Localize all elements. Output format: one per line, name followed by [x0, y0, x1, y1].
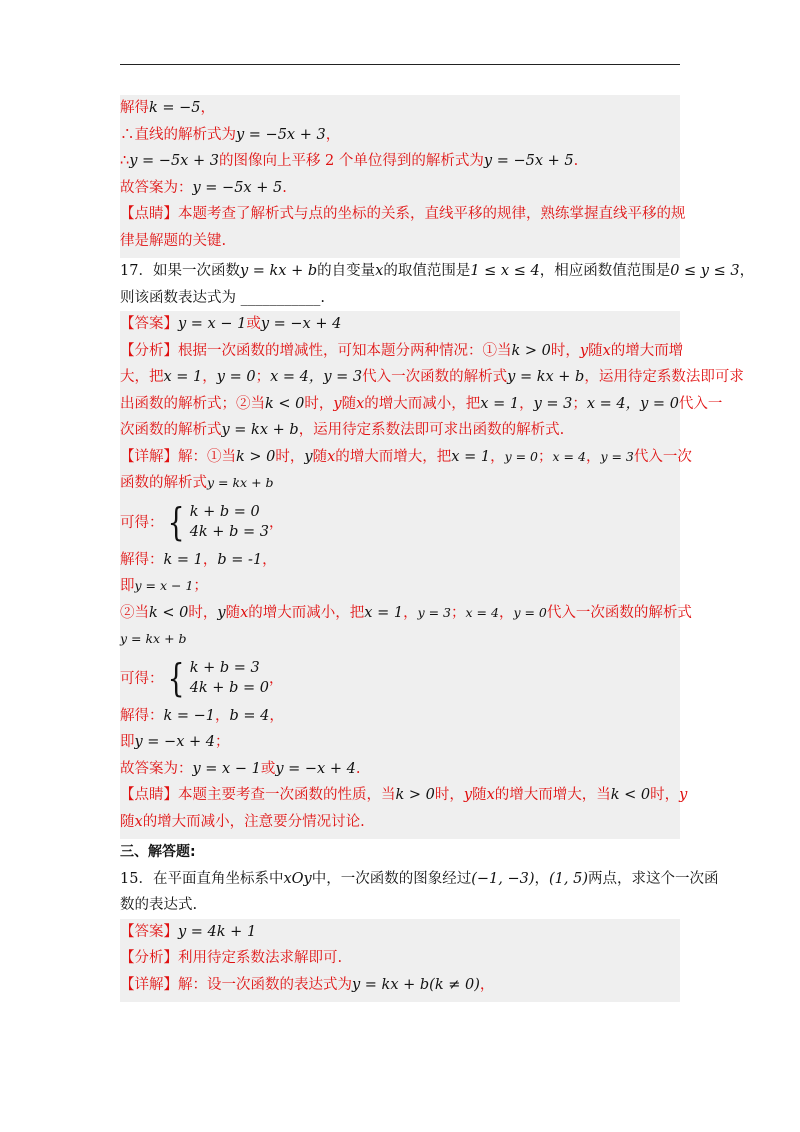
text: 的增大而增 [610, 342, 684, 359]
text: 代入一 [678, 395, 723, 412]
math: 0 ≤ y ≤ 3 [670, 263, 740, 279]
text: 出函数的解析式；②当 [120, 395, 265, 412]
text: ； [451, 604, 466, 621]
analysis-line [120, 338, 684, 365]
text: 的自变量 [317, 263, 376, 279]
math: y = kx + b [120, 631, 187, 646]
text: 时， [304, 395, 334, 412]
math: y = kx + b [207, 475, 274, 490]
text: ， [325, 126, 341, 143]
text: ， [403, 604, 418, 621]
math: y = kx + b [221, 422, 299, 438]
text: 或 [260, 760, 276, 777]
text: ， [215, 707, 230, 724]
detail-line [120, 703, 680, 730]
text: 律是解题的关键. [120, 232, 227, 249]
text: 故答案为： [120, 760, 193, 777]
text: 随 [225, 604, 241, 621]
math: x = 4，y = 0 [586, 395, 679, 412]
tag-label: 【点睛】 [120, 787, 178, 803]
text: 两点，求这个一次函 [588, 870, 719, 887]
math: b = -1 [217, 551, 263, 568]
text: 即 [120, 734, 135, 750]
text: 解：设一次函数的表达式为 [178, 976, 352, 993]
question-15-line [120, 866, 719, 893]
tag-label: 【详解】 [120, 448, 178, 465]
text: . [282, 179, 287, 196]
math: x = 4，y = 3 [270, 369, 363, 385]
math: (−1, −3) [471, 870, 535, 887]
text: ， [262, 551, 277, 568]
text: ， [202, 551, 218, 568]
math: y [217, 604, 226, 621]
text: 的增大而增大，把 [335, 448, 452, 465]
text: 根据一次函数的增减性，可知本题分两种情况：①当 [178, 342, 512, 359]
math: y = kx + b [239, 263, 318, 279]
math: x [602, 342, 611, 359]
math: x [375, 263, 384, 279]
text-line [120, 228, 680, 255]
math: y = 0 [513, 604, 547, 620]
text-line [120, 201, 686, 228]
text: 本题主要考查一次函数的性质，当 [178, 787, 396, 803]
math: y = kx + b(k ≠ 0) [352, 976, 480, 993]
math: x = 1 [364, 604, 404, 621]
header-rule [120, 64, 680, 65]
text: ， [534, 870, 550, 887]
text: 15．在平面直角坐标系中 [120, 870, 284, 887]
equation-system [164, 499, 269, 544]
text: ， [479, 976, 495, 993]
text: ， [200, 100, 216, 116]
text: . [355, 760, 361, 777]
question-17-line [120, 285, 680, 312]
detail-line [120, 626, 680, 653]
text: ， [268, 671, 284, 687]
text: 时， [188, 604, 218, 621]
text: 随 [120, 813, 135, 830]
text: ， [739, 263, 755, 279]
math: k > 0 [511, 342, 551, 359]
text: 大，把 [120, 369, 164, 385]
text-line [120, 95, 680, 122]
text: 可得： [120, 671, 164, 687]
math: y = x − 1 [192, 760, 261, 777]
math: y = −5x + 3 [129, 153, 219, 169]
text: 代入一次 [633, 448, 692, 465]
solution-block-15 [120, 919, 680, 1003]
text: ； [214, 734, 230, 750]
math: k = 1 [163, 551, 203, 568]
text: 的增大而减小，把 [248, 604, 365, 621]
math: k + b = 0 [189, 503, 260, 520]
math: x = 1 [451, 448, 491, 465]
text: 时， [550, 342, 580, 359]
math: y [304, 448, 313, 465]
text: 解得： [120, 551, 164, 568]
equation-system-2 [120, 653, 680, 703]
text: ， [498, 604, 514, 621]
text-line [120, 148, 680, 175]
math: k < 0 [149, 604, 189, 621]
text: ； [193, 578, 208, 594]
remark-line [120, 782, 688, 809]
text: 或 [246, 316, 261, 332]
page-content [120, 95, 755, 1002]
text: ， [202, 369, 217, 385]
math: x [356, 395, 365, 412]
math: y = −5x + 5 [192, 179, 283, 196]
answer-line [120, 311, 680, 338]
math: y [679, 787, 688, 803]
text: 17．如果一次函数 [120, 263, 240, 279]
brace-icon: { [167, 655, 185, 700]
text: ； [538, 448, 553, 465]
text: 故答案为： [120, 179, 193, 196]
math: y = 4k + 1 [178, 923, 257, 940]
text: 随 [312, 448, 328, 465]
text: 的增大而减小，把 [364, 395, 481, 412]
brace-icon: { [167, 499, 185, 544]
text: 时， [275, 448, 305, 465]
question-17-line [120, 258, 755, 285]
answer-line [120, 919, 680, 946]
text: 随 [341, 395, 357, 412]
text: 可得： [120, 515, 164, 531]
text: ，运用待定系数法即可求 [584, 369, 744, 385]
math: 1 ≤ x ≤ 4 [470, 263, 540, 279]
math: x = 1 [480, 395, 520, 412]
text: ， [269, 707, 284, 724]
math: k = −5 [149, 100, 201, 116]
remark-line [120, 809, 680, 836]
detail-line [120, 756, 680, 783]
math: y = −x + 4 [134, 734, 215, 750]
solution-block-17 [120, 311, 744, 839]
math: y = 3 [417, 604, 451, 620]
equation-system [164, 655, 269, 700]
text: 时， [650, 787, 680, 803]
tag-label: 【分析】 [120, 950, 178, 966]
math: x [327, 448, 336, 465]
math: y = −5x + 3 [236, 126, 326, 143]
text: ， [519, 395, 534, 412]
math: b = 4 [229, 707, 270, 724]
text-line [120, 122, 680, 149]
text: 本题考查了解析式与点的坐标的关系，直线平移的规律，熟练掌握直线平移的规 [178, 206, 686, 222]
text: ，相应函数值范围是 [539, 263, 671, 279]
detail-line [120, 573, 680, 600]
text: 时， [434, 787, 464, 803]
math: k = −1 [163, 707, 216, 724]
tag-label: 【答案】 [120, 316, 178, 332]
detail-line [120, 600, 692, 627]
math: y = 0 [216, 369, 256, 385]
text: 随 [472, 787, 487, 803]
text: 解：①当 [178, 448, 236, 465]
text-line [120, 175, 680, 202]
text: 的图像向上平移 2 个单位得到的解析式为 [218, 153, 484, 169]
detail-line [120, 972, 680, 999]
solution-block-prev [120, 95, 686, 258]
analysis-line [120, 391, 723, 418]
text: 则该函数表达式为 ___________. [120, 289, 325, 306]
text: 即 [120, 578, 135, 594]
equation-system-1 [120, 497, 680, 547]
math: x = 4 [552, 448, 586, 464]
text: 的增大而减小，注意要分情况讨论. [142, 813, 365, 830]
math: k > 0 [395, 787, 435, 803]
math: x [134, 813, 143, 830]
question-15-line [120, 892, 680, 919]
text: 中，一次函数的图象经过 [311, 870, 472, 887]
text: 利用待定系数法求解即可. [178, 950, 343, 966]
text: 随 [588, 342, 603, 359]
math: y [463, 787, 473, 803]
math: k < 0 [610, 787, 651, 803]
detail-line [120, 729, 680, 756]
tag-label: 【点睛】 [120, 206, 178, 222]
text: 解得 [120, 100, 149, 116]
text: ∴直线的解析式为 [120, 126, 236, 143]
math: y = −x + 4 [275, 760, 356, 777]
text: 的增大而增大，当 [494, 787, 611, 803]
text: 代入一次函数的解析式 [546, 604, 692, 621]
math: x [240, 604, 249, 621]
detail-line [120, 547, 680, 574]
text: ； [255, 369, 271, 385]
math: y [333, 395, 342, 412]
math: k < 0 [265, 395, 305, 412]
section-title: 三、解答题: [120, 844, 196, 860]
text: 数的表达式. [120, 897, 198, 913]
text: 次函数的解析式 [120, 422, 222, 438]
math: xOy [283, 870, 312, 887]
math: x = 4 [465, 604, 499, 620]
text: ； [572, 395, 587, 412]
math: y = 3 [533, 395, 573, 412]
math: y = x − 1 [178, 316, 247, 332]
detail-line [120, 444, 692, 471]
math: k + b = 3 [189, 659, 260, 676]
tag-label: 【详解】 [120, 976, 178, 993]
text: 的取值范围是 [383, 263, 471, 279]
text: 解得： [120, 707, 164, 724]
text: ， [490, 448, 505, 465]
tag-label: 【分析】 [120, 342, 178, 359]
math: 4k + b = 3 [189, 523, 269, 540]
math: x = 1 [163, 369, 203, 385]
math: x [486, 787, 495, 803]
analysis-line [120, 417, 680, 444]
tag-label: 【答案】 [120, 923, 178, 940]
analysis-line [120, 364, 744, 391]
math: y = 0 [504, 448, 538, 464]
math: y = 3 [600, 448, 634, 464]
text: 代入一次函数的解析式 [362, 369, 508, 385]
math: y = kx + b [507, 369, 585, 385]
text: 函数的解析式 [120, 475, 207, 491]
math: y = −x + 4 [260, 316, 342, 332]
math: y = x − 1 [134, 578, 194, 593]
text: ②当 [120, 604, 149, 621]
analysis-line [120, 945, 680, 972]
text: ∴ [120, 153, 130, 169]
math: (1, 5) [549, 870, 588, 887]
detail-line [120, 470, 680, 497]
text: . [573, 153, 579, 169]
text: ， [585, 448, 601, 465]
math: y = −5x + 5 [483, 153, 574, 169]
math: 4k + b = 0 [189, 679, 269, 696]
text: ，运用待定系数法即可求出函数的解析式. [298, 422, 565, 438]
math: y [579, 342, 589, 359]
math: k > 0 [236, 448, 276, 465]
text: ， [268, 515, 284, 531]
